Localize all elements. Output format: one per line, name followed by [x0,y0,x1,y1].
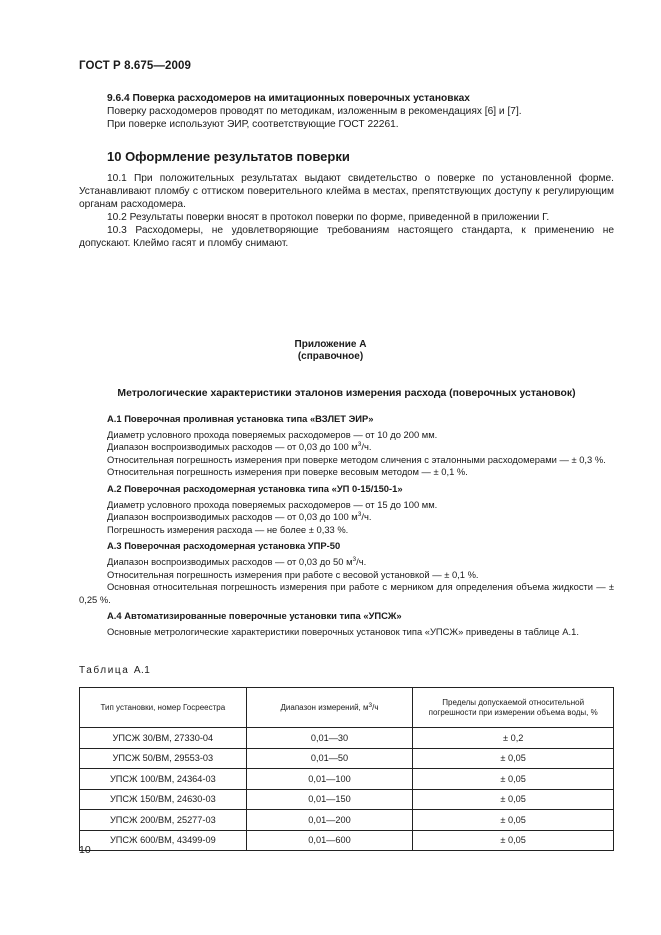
a1-range-unit: /ч. [361,441,372,453]
table-caption [79,665,150,676]
subsection-a3-title: А.3 Поверочная расходомерная установка УПР-50 [107,540,341,552]
subsection-a2-title: А.2 Поверочная расходомерная установка типа «УП 0-15/150-1» [107,482,403,494]
appendix-title: Метрологические характеристики эталонов измерения расхода (поверочных установок) [117,388,576,399]
a2-line [79,511,614,524]
a1-line: Диаметр условного прохода поверяемых расходомеров — от 10 до 200 мм. [107,428,438,440]
appendix-type: (справочное) [297,351,364,362]
section-10-body [79,172,614,250]
cell-error: ± 0,05 [413,748,614,769]
table-row [80,810,614,831]
a3-range-unit: /ч. [356,555,367,567]
table-row [80,748,614,769]
table-caption-word: Таблица [79,665,130,676]
section-9-6-4-line: Поверку расходомеров проводят по методикам, изложенным в рекомендациях [6] и [7]. [107,106,522,117]
cell-range: 0,01—100 [246,769,413,790]
cell-range: 0,01—50 [246,748,413,769]
a3-line [79,556,614,569]
a1-line: Относительная погрешность измерения при поверке методом сличения с эталонными расходомерами — ± 0,3 %. [107,453,606,465]
cell-range: 0,01—600 [246,830,413,851]
a4-line: Основные метрологические характеристики поверочных установок типа «УПСЖ» приведены в таблице А.1. [107,625,579,637]
a3-line: Относительная погрешность измерения при работе с весовой установкой — ± 0,1 %. [107,568,479,580]
header-error-line2: погрешности при измерении объема воды, % [428,707,598,717]
a3-line: Основная относительная погрешность измерения при работе с мерником для определения объема жидкости — ± 0,25 %. [79,581,614,605]
cell-range: 0,01—30 [246,728,413,749]
a1-line: Относительная погрешность измерения при поверке весовым методом — ± 0,1 %. [107,466,468,478]
a2-range-unit: /ч. [361,511,372,523]
cell-type: УПСЖ 50/ВМ, 29553-03 [80,748,247,769]
table-row [80,789,614,810]
cell-type: УПСЖ 600/ВМ, 43499-09 [80,830,247,851]
paragraph-10-1: 10.1 При положительных результатах выдают свидетельство о поверке по установленной форме. Устанавливают пломбу с оттиском поверительного клейма в местах, препятствующих доступу к регулирующим органам расходомера. [79,173,614,210]
header-error [413,688,614,728]
cell-error: ± 0,05 [413,830,614,851]
table-header-row [80,688,614,728]
a2-range-text: Диапазон воспроизводимых расходов — от 0,03 до 100 м [107,511,358,523]
a1-range-sup: 3 [357,441,362,449]
paragraph-10-3: 10.3 Расходомеры, не удовлетворяющие требованиям настоящего стандарта, к применению не допускают. Клеймо гасят и пломбу снимают. [79,225,614,249]
header-range-unit: /ч [372,702,379,712]
subsection-a1-title: А.1 Поверочная проливная установка типа «ВЗЛЕТ ЭИР» [107,413,374,424]
cell-error: ± 0,05 [413,769,614,790]
table-a1 [79,687,614,851]
a3-range-text: Диапазон воспроизводимых расходов — от 0,03 до 50 м [107,555,353,567]
cell-range: 0,01—200 [246,810,413,831]
appendix-body [79,412,614,639]
table-row [80,769,614,790]
cell-error: ± 0,05 [413,810,614,831]
cell-error: ± 0,2 [413,728,614,749]
header-range-sup: 3 [368,701,373,709]
a1-range-text: Диапазон воспроизводимых расходов — от 0,03 до 100 м [107,441,358,453]
a3-range-sup: 3 [352,555,357,563]
table-row [80,728,614,749]
header-range-text: Диапазон измерений, м [280,702,369,712]
header-error-line1: Пределы допускаемой относительной [442,697,585,707]
a2-line: Погрешность измерения расхода — не более ± 0,33 %. [107,523,349,535]
cell-type: УПСЖ 200/ВМ, 25277-03 [80,810,247,831]
cell-error: ± 0,05 [413,789,614,810]
appendix-label: Приложение А [294,339,367,350]
cell-type: УПСЖ 150/ВМ, 24630-03 [80,789,247,810]
section-9-6-4-title: 9.6.4 Поверка расходомеров на имитационных поверочных установках [107,93,470,104]
cell-type: УПСЖ 30/ВМ, 27330-04 [80,728,247,749]
cell-type: УПСЖ 100/ВМ, 24364-03 [80,769,247,790]
subsection-a4-title: А.4 Автоматизированные поверочные установки типа «УПСЖ» [107,610,402,622]
paragraph-10-2: 10.2 Результаты поверки вносят в протокол поверки по форме, приведенной в приложении Г. [107,212,550,223]
a1-line [79,441,614,454]
header-type: Тип установки, номер Госреестра [80,688,247,728]
page-number: 10 [79,844,91,856]
a2-line: Диаметр условного прохода поверяемых расходомеров — от 15 до 100 мм. [107,498,438,510]
section-10-title: 10 Оформление результатов поверки [107,149,350,164]
table-row [80,830,614,851]
cell-range: 0,01—150 [246,789,413,810]
a2-range-sup: 3 [357,511,362,519]
header-range [246,688,413,728]
section-9-6-4-line: При поверке используют ЭИР, соответствующие ГОСТ 22261. [107,119,399,130]
document-code-header: ГОСТ Р 8.675—2009 [79,60,191,72]
section-9-6-4 [79,92,614,131]
table-caption-number: А.1 [133,665,151,676]
